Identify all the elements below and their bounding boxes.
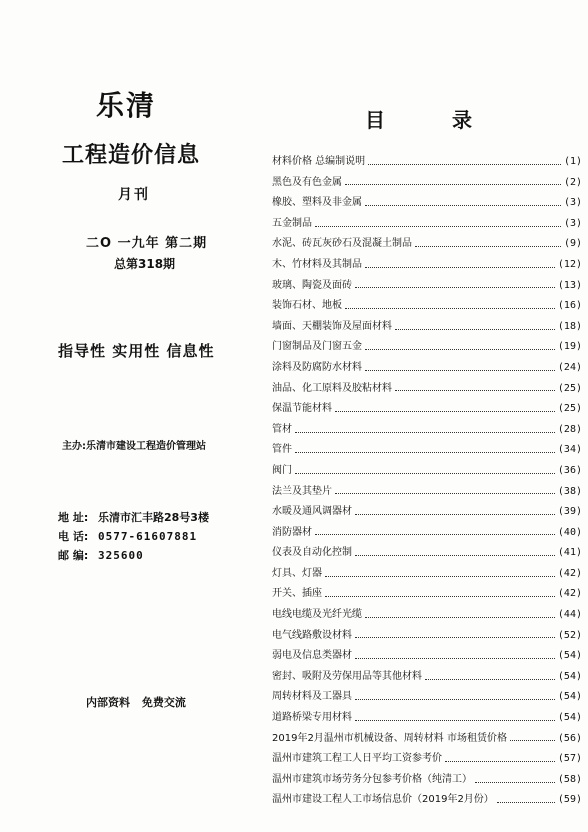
toc-entry-page: (25) <box>557 382 582 394</box>
toc-entry-page: (36) <box>557 464 582 476</box>
toc-leader-dots <box>325 576 555 577</box>
toc-entry[interactable] <box>272 543 582 564</box>
toc-entry-page: (54) <box>557 650 582 662</box>
toc-entry[interactable] <box>272 502 582 523</box>
toc-entry[interactable] <box>272 729 582 750</box>
toc-entry-title: 灯具、灯器 <box>272 567 322 579</box>
toc-entry-title: 材料价格 总编制说明 <box>272 156 366 167</box>
cover-panel <box>0 0 260 832</box>
toc-entry-page: (40) <box>557 526 582 538</box>
toc-entry-page: (54) <box>557 712 582 724</box>
toc-entry-page: (42) <box>557 588 582 600</box>
toc-entry-title: 电线电缆及光纤光缆 <box>272 609 362 621</box>
toc-leader-dots <box>510 740 555 741</box>
toc-entry-title: 法兰及其垫片 <box>272 485 332 497</box>
address-value: 乐清市汇丰路28号3楼 <box>98 511 209 524</box>
toc-leader-dots <box>345 308 555 309</box>
toc-entry-page: (28) <box>557 423 582 435</box>
toc-leader-dots <box>415 246 561 247</box>
toc-entry-page: (54) <box>557 691 582 703</box>
toc-entry[interactable] <box>272 358 582 379</box>
toc-leader-dots <box>475 782 555 783</box>
toc-entry-title: 电气线路敷设材料 <box>272 629 352 641</box>
toc-entry-page: (38) <box>557 485 582 497</box>
toc-entry-page: (44) <box>557 609 582 621</box>
toc-entry[interactable] <box>272 440 582 461</box>
toc-entry[interactable] <box>272 234 582 255</box>
toc-leader-dots <box>355 637 555 638</box>
toc-leader-dots <box>355 720 555 721</box>
toc-leader-dots <box>355 287 555 288</box>
toc-leader-dots <box>365 617 555 618</box>
city-name: 乐清 <box>96 89 157 122</box>
toc-entry-title: 油品、化工原料及胶粘材料 <box>272 382 392 394</box>
toc-leader-dots <box>315 226 561 227</box>
toc-entry-title: 仪表及自动化控制 <box>272 547 352 559</box>
toc-entry[interactable] <box>272 399 582 420</box>
toc-leader-dots <box>355 555 555 556</box>
toc-entry-title: 木、竹材料及其制品 <box>272 258 362 270</box>
toc-entry-title: 水泥、砖瓦灰砂石及混凝土制品 <box>272 238 412 250</box>
toc-leader-dots <box>365 267 555 268</box>
toc-leader-dots <box>355 658 555 659</box>
host-organization: 主办:乐清市建设工程造价管理站 <box>62 441 206 452</box>
toc-entry[interactable] <box>272 626 582 647</box>
toc-entry[interactable] <box>272 749 582 770</box>
toc-entry-page: (57) <box>557 753 582 765</box>
publication-frequency: 月刊 <box>118 187 150 203</box>
toc-entry[interactable] <box>272 708 582 729</box>
toc-entry-page: (24) <box>557 361 582 373</box>
toc-leader-dots <box>365 370 555 371</box>
total-issue-number: 总第318期 <box>114 257 176 271</box>
toc-entry-page: (59) <box>557 794 582 806</box>
toc-entry-title: 2019年2月温州市机械设备、周转材料 市场租赁价格 <box>272 732 507 744</box>
toc-entry-page: (54) <box>557 670 582 682</box>
toc-entry[interactable] <box>272 152 582 173</box>
toc-entry[interactable] <box>272 379 582 400</box>
toc-entry-title: 黑色及有色金属 <box>272 176 342 188</box>
toc-leader-dots <box>295 473 555 474</box>
toc-leader-dots <box>445 761 555 762</box>
toc-entry-title: 温州市建筑工程工人日平均工资参考价 <box>272 753 442 765</box>
toc-entry[interactable] <box>272 461 582 482</box>
toc-entry[interactable] <box>272 667 582 688</box>
address-label: 地 址: <box>58 511 89 524</box>
issue-number: 二O 一九年 第二期 <box>86 236 208 251</box>
toc-leader-dots <box>497 802 555 803</box>
toc-entry-title: 周转材料及工器具 <box>272 691 352 703</box>
toc-entry[interactable] <box>272 584 582 605</box>
toc-entry-page: (42) <box>557 567 582 579</box>
toc-entry-page: (3) <box>563 217 582 229</box>
toc-leader-dots <box>355 699 555 700</box>
toc-entry-page: (1) <box>563 156 582 167</box>
toc-leader-dots <box>335 493 555 494</box>
toc-entry-title: 门窗制品及门窗五金 <box>272 341 362 353</box>
toc-heading: 目 录 <box>365 108 502 132</box>
toc-leader-dots <box>315 534 555 535</box>
toc-entry-title: 开关、插座 <box>272 588 322 600</box>
toc-leader-dots <box>335 411 555 412</box>
toc-leader-dots <box>325 596 555 597</box>
toc-entry[interactable] <box>272 276 582 297</box>
toc-leader-dots <box>365 205 561 206</box>
toc-entry-page: (16) <box>557 300 582 312</box>
toc-entry-page: (39) <box>557 506 582 518</box>
toc-list <box>272 152 582 811</box>
toc-entry-title: 消防器材 <box>272 526 312 538</box>
toc-entry[interactable] <box>272 605 582 626</box>
address-line <box>58 509 209 525</box>
toc-entry[interactable] <box>272 214 582 235</box>
toc-entry-title: 五金制品 <box>272 217 312 229</box>
postcode-value: 325600 <box>98 549 144 562</box>
toc-entry-page: (41) <box>557 547 582 559</box>
toc-entry-title: 管件 <box>272 444 292 456</box>
postcode-line <box>58 547 144 563</box>
toc-entry[interactable] <box>272 193 582 214</box>
toc-entry-title: 温州市建筑市场劳务分包参考价格（纯清工） <box>272 773 472 785</box>
toc-entry-title: 管材 <box>272 423 292 435</box>
toc-entry[interactable] <box>272 317 582 338</box>
toc-entry[interactable] <box>272 770 582 791</box>
toc-entry-title: 装饰石材、地板 <box>272 300 342 312</box>
toc-leader-dots <box>395 390 555 391</box>
toc-entry-page: (52) <box>557 629 582 641</box>
toc-leader-dots <box>395 329 555 330</box>
slogan: 指导性 实用性 信息性 <box>58 342 215 360</box>
toc-entry-page: (19) <box>557 341 582 353</box>
toc-leader-dots <box>345 184 561 185</box>
toc-leader-dots <box>355 514 555 515</box>
toc-entry-title: 温州市建设工程人工市场信息价（2019年2月份） <box>272 794 494 806</box>
toc-entry[interactable] <box>272 523 582 544</box>
toc-entry[interactable] <box>272 255 582 276</box>
toc-entry-title: 弱电及信息类器材 <box>272 650 352 662</box>
postcode-label: 邮 编: <box>58 549 89 562</box>
toc-entry-page: (12) <box>557 258 582 270</box>
toc-entry-page: (2) <box>563 176 582 188</box>
phone-label: 电 话: <box>58 530 89 543</box>
toc-entry-title: 阀门 <box>272 464 292 476</box>
toc-entry-title: 道路桥梁专用材料 <box>272 712 352 724</box>
toc-entry-page: (3) <box>563 197 582 209</box>
publication-title: 工程造价信息 <box>62 143 201 168</box>
toc-entry[interactable] <box>272 173 582 194</box>
internal-note: 内部资料 免费交流 <box>86 696 186 709</box>
toc-entry[interactable] <box>272 420 582 441</box>
toc-leader-dots <box>425 679 555 680</box>
toc-entry-page: (56) <box>557 732 582 744</box>
toc-leader-dots <box>365 349 555 350</box>
toc-entry-title: 橡胶、塑料及非金属 <box>272 197 362 209</box>
toc-entry-page: (34) <box>557 444 582 456</box>
toc-entry[interactable] <box>272 296 582 317</box>
toc-leader-dots <box>295 452 555 453</box>
toc-entry-page: (18) <box>557 320 582 332</box>
toc-entry-page: (58) <box>557 773 582 785</box>
toc-entry[interactable] <box>272 646 582 667</box>
toc-entry-title: 水暖及通风调器材 <box>272 506 352 518</box>
phone-value: 0577-61607881 <box>98 530 198 543</box>
toc-entry-page: (25) <box>557 403 582 415</box>
toc-entry-title: 玻璃、陶瓷及面砖 <box>272 279 352 291</box>
toc-leader-dots <box>368 164 561 165</box>
toc-entry-title: 涂料及防腐防水材料 <box>272 361 362 373</box>
toc-entry[interactable] <box>272 564 582 585</box>
toc-entry[interactable] <box>272 482 582 503</box>
phone-line <box>58 528 197 544</box>
toc-entry[interactable] <box>272 790 582 811</box>
toc-leader-dots <box>295 432 555 433</box>
toc-entry[interactable] <box>272 687 582 708</box>
toc-entry-page: (13) <box>557 279 582 291</box>
toc-entry-title: 保温节能材料 <box>272 403 332 415</box>
toc-entry-title: 密封、吸附及劳保用品等其他材料 <box>272 670 422 682</box>
toc-entry-title: 墙面、天棚装饰及屋面材料 <box>272 320 392 332</box>
toc-entry-page: (9) <box>563 238 582 250</box>
toc-entry[interactable] <box>272 337 582 358</box>
